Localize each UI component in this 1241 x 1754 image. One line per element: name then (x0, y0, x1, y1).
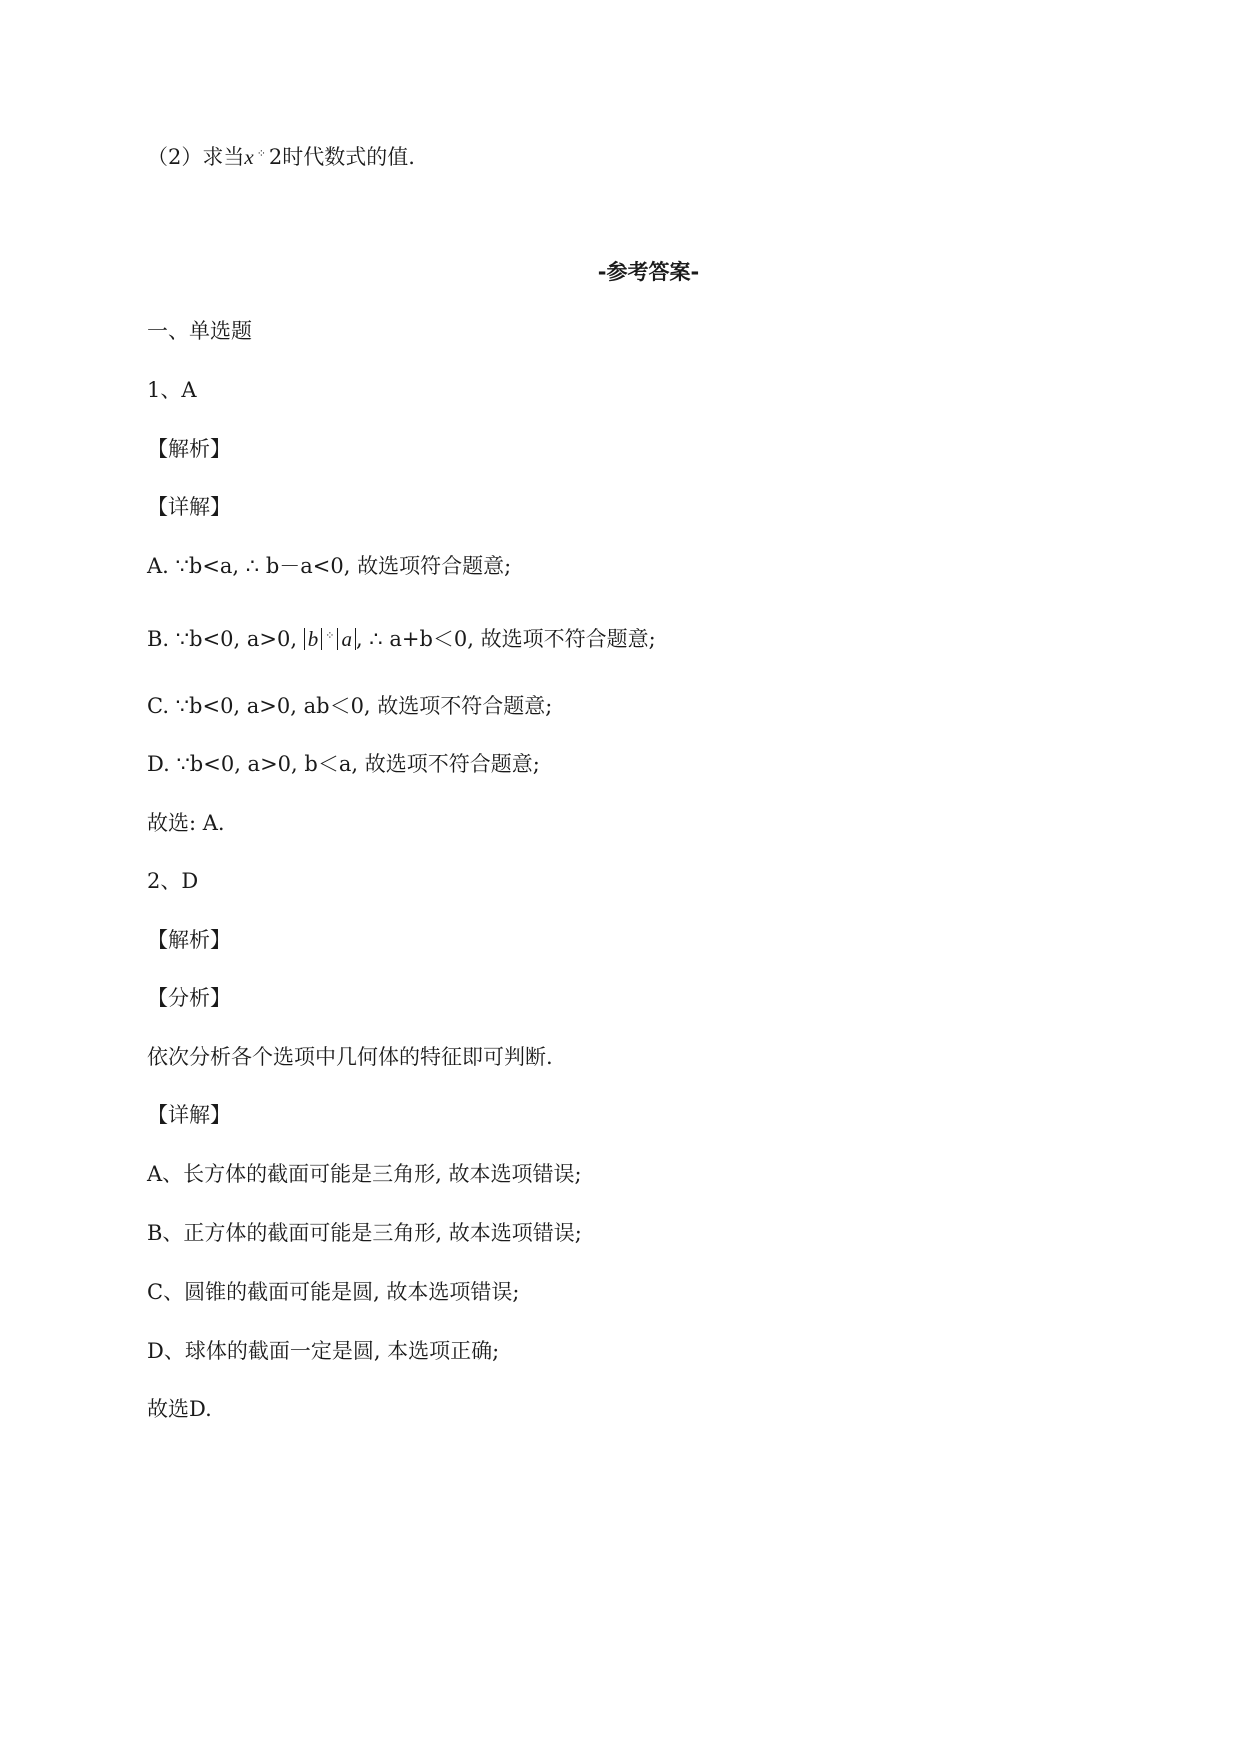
section-heading: 一、单选题 (147, 319, 252, 343)
equals-symbol: ⁘ (256, 147, 266, 160)
question-2-suffix: 2时代数式的值. (268, 145, 415, 169)
q2-analysis: 依次分析各个选项中几何体的特征即可判断. (147, 1045, 553, 1069)
question-2-text (147, 140, 415, 171)
q2-fenxi-label: 【分析】 (147, 986, 231, 1010)
q1-jiexi-label: 【解析】 (147, 437, 231, 461)
q1-conclusion: 故选: A. (147, 811, 225, 835)
q1-answer: 1、A (147, 378, 197, 402)
q2-jiexi-label: 【解析】 (147, 928, 231, 952)
q1-xiangjie-label: 【详解】 (147, 495, 231, 519)
q1-option-c: C. ∵b<0, a>0, ab＜0, 故选项不符合题意; (147, 694, 553, 718)
q2-option-d: D、球体的截面一定是圆, 本选项正确; (147, 1339, 500, 1363)
q2-option-a: A、长方体的截面可能是三角形, 故本选项错误; (147, 1162, 582, 1186)
q1-option-a: A. ∵b<a, ∴ b－a<0, 故选项符合题意; (147, 554, 512, 578)
abs-a: a (337, 628, 356, 650)
q1-option-b-post: , ∴ a+b＜0, 故选项不符合题意; (355, 627, 656, 651)
q2-xiangjie-label: 【详解】 (147, 1103, 231, 1127)
q1-option-d: D. ∵b<0, a>0, b＜a, 故选项不符合题意; (147, 752, 540, 776)
variable-x: x (244, 145, 254, 169)
equals-symbol: ⁘ (325, 629, 335, 642)
q2-option-b: B、正方体的截面可能是三角形, 故本选项错误; (147, 1221, 582, 1245)
q2-option-c: C、圆锥的截面可能是圆, 故本选项错误; (147, 1280, 520, 1304)
abs-b: b (304, 628, 323, 650)
q2-conclusion: 故选D. (147, 1397, 212, 1421)
question-2-prefix: （2）求当 (147, 145, 245, 169)
q1-option-b (147, 622, 656, 653)
q2-answer: 2、D (147, 869, 199, 893)
answer-key-title: -参考答案- (597, 260, 700, 284)
q1-option-b-pre: B. ∵b<0, a>0, (147, 627, 304, 651)
